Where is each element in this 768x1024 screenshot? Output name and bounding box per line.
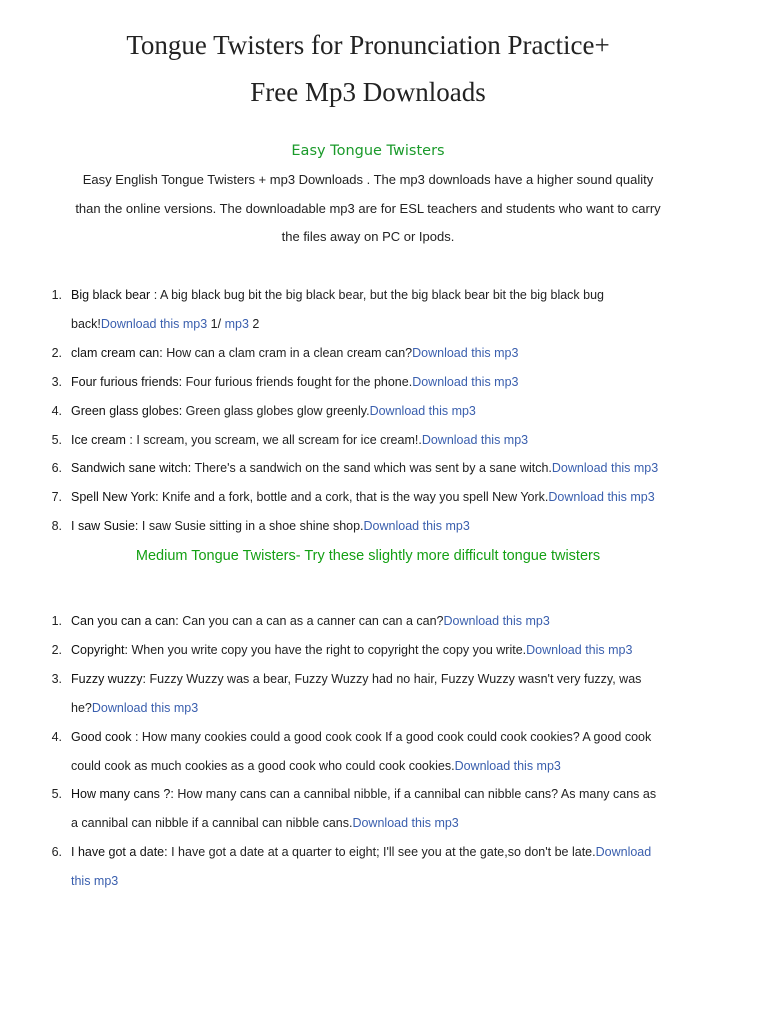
twister-term: Copyright: (71, 642, 128, 657)
list-item (0, 426, 663, 455)
easy-section-heading: Easy Tongue Twisters (291, 143, 445, 159)
list-item (0, 483, 663, 512)
download-mp3-link[interactable]: Download this mp3 (412, 374, 519, 389)
twister-term: I saw Susie: (71, 519, 139, 534)
download-mp3-link[interactable]: Download this mp3 (352, 816, 459, 831)
download-mp3-link[interactable]: Download this mp3 (412, 345, 519, 360)
list-item (0, 454, 663, 483)
item-number: 8. (51, 519, 62, 534)
list-item (0, 339, 663, 368)
download-mp3-link[interactable]: Download this mp3 (526, 642, 633, 657)
item-number: 3. (51, 374, 62, 389)
item-number: 5. (51, 787, 62, 802)
separator: : (131, 729, 142, 744)
twister-term: Can you can a can: (71, 614, 179, 628)
download-mp3-link[interactable]: Download this mp3 (443, 614, 550, 628)
twister-text: How many cookies could a good cook cook If a good cook could cook cookies? A good cook could cook as much cookies as a good cook who could cook cookies. (71, 729, 652, 773)
item-number: 1. (51, 614, 62, 628)
download-mp3-link[interactable]: Download this mp3 (454, 758, 561, 773)
list-item (0, 281, 663, 339)
item-number: 4. (51, 403, 62, 418)
twister-text: When you write copy you have the right to copyright the copy you write. (131, 642, 527, 657)
download-mp3-link[interactable]: Download this mp3 (421, 432, 529, 447)
list-item (0, 512, 663, 541)
list-item (0, 723, 663, 781)
twister-term: How many cans ?: (71, 787, 174, 802)
item-number: 3. (51, 671, 62, 686)
twister-term: Ice cream (71, 432, 126, 447)
twister-text: How can a clam cram in a clean cream can? (166, 345, 413, 360)
twister-text: Knife and a fork, bottle and a cork, that is the way you spell New York. (162, 490, 549, 505)
twister-text: How many cans can a cannibal nibble, if a cannibal can nibble cans? As many cans as a cannibal can nibble if a cannibal can nibble cans. (71, 787, 657, 831)
twister-text: I have got a date at a quarter to eight; I'll see you at the gate,so don't be late. (171, 845, 596, 860)
twister-text: Fuzzy Wuzzy was a bear, Fuzzy Wuzzy had no hair, Fuzzy Wuzzy wasn't very fuzzy, was he? (71, 671, 642, 715)
twister-text: There's a sandwich on the sand which was sent by a sane witch. (194, 461, 552, 476)
item-number: 2. (51, 642, 62, 657)
page-title (0, 22, 736, 116)
twister-text: I saw Susie sitting in a shoe shine shop. (141, 519, 364, 534)
download-mp3-link[interactable]: Download this mp3 (548, 490, 655, 505)
item-number: 4. (51, 729, 62, 744)
twister-text: Green glass globes glow greenly. (185, 403, 370, 418)
list-item (0, 397, 663, 426)
download-mp3-link[interactable]: Download this mp3 (369, 403, 476, 418)
item-number: 5. (51, 432, 62, 447)
twister-term: Four furious friends: (71, 374, 183, 389)
twister-term: Green glass globes: (71, 403, 183, 418)
item-number: 7. (51, 490, 62, 505)
download-mp3-link[interactable]: Download this mp3 (71, 845, 652, 889)
twister-term: Big black bear (71, 288, 151, 302)
list-item (0, 368, 663, 397)
list-item (0, 607, 663, 636)
twister-term: Sandwich sane witch: (71, 461, 192, 476)
twister-text: A big black bug bit the big black bear, but the big black bear bit the big black bug back! (71, 288, 605, 331)
item-number: 1. (51, 288, 62, 302)
easy-intro-paragraph: Easy English Tongue Twisters + mp3 Downloads . The mp3 downloads have a higher sound quality than the online versions. The downloadable mp3 are for ESL teachers and students who want to carry the files away on PC or Ipods. (75, 172, 661, 245)
item-number: 6. (51, 845, 62, 860)
item-number: 6. (51, 461, 62, 476)
twister-text: I scream, you scream, we all scream for ice cream!. (136, 432, 422, 447)
list-item (0, 780, 663, 838)
twister-text: Can you can a can as a canner can can a can? (182, 614, 444, 628)
download-mp3-link[interactable]: Download this mp3 (91, 700, 199, 715)
download-mp3-link[interactable]: Download this mp3 (551, 461, 659, 476)
twister-term: Spell New York: (71, 490, 159, 505)
mp3-link[interactable]: mp3 (224, 316, 249, 331)
download-mp3-link[interactable]: Download this mp3 (363, 519, 470, 534)
extra-text: 2 (248, 316, 260, 331)
list-item (0, 636, 663, 665)
separator: : (125, 432, 137, 447)
twister-text: Four furious friends fought for the phone. (185, 374, 413, 389)
twister-term: Fuzzy wuzzy: (71, 671, 147, 686)
twister-term: Good cook (71, 729, 132, 744)
medium-twister-list (0, 607, 663, 896)
list-item (0, 838, 663, 896)
title-line-1: Tongue Twisters for Pronunciation Practice+ (126, 30, 610, 60)
twister-term: clam cream can: (71, 345, 163, 360)
download-mp3-link[interactable]: Download this mp3 (100, 316, 208, 331)
separator: : (150, 288, 160, 302)
list-item (0, 665, 663, 723)
extra-text: 1/ (207, 316, 225, 331)
easy-twister-list (0, 281, 663, 541)
title-line-2: Free Mp3 Downloads (250, 77, 486, 107)
medium-section-heading: Medium Tongue Twisters- Try these slightly more difficult tongue twisters (135, 548, 601, 564)
item-number: 2. (51, 345, 62, 360)
twister-term: I have got a date: (71, 845, 168, 860)
